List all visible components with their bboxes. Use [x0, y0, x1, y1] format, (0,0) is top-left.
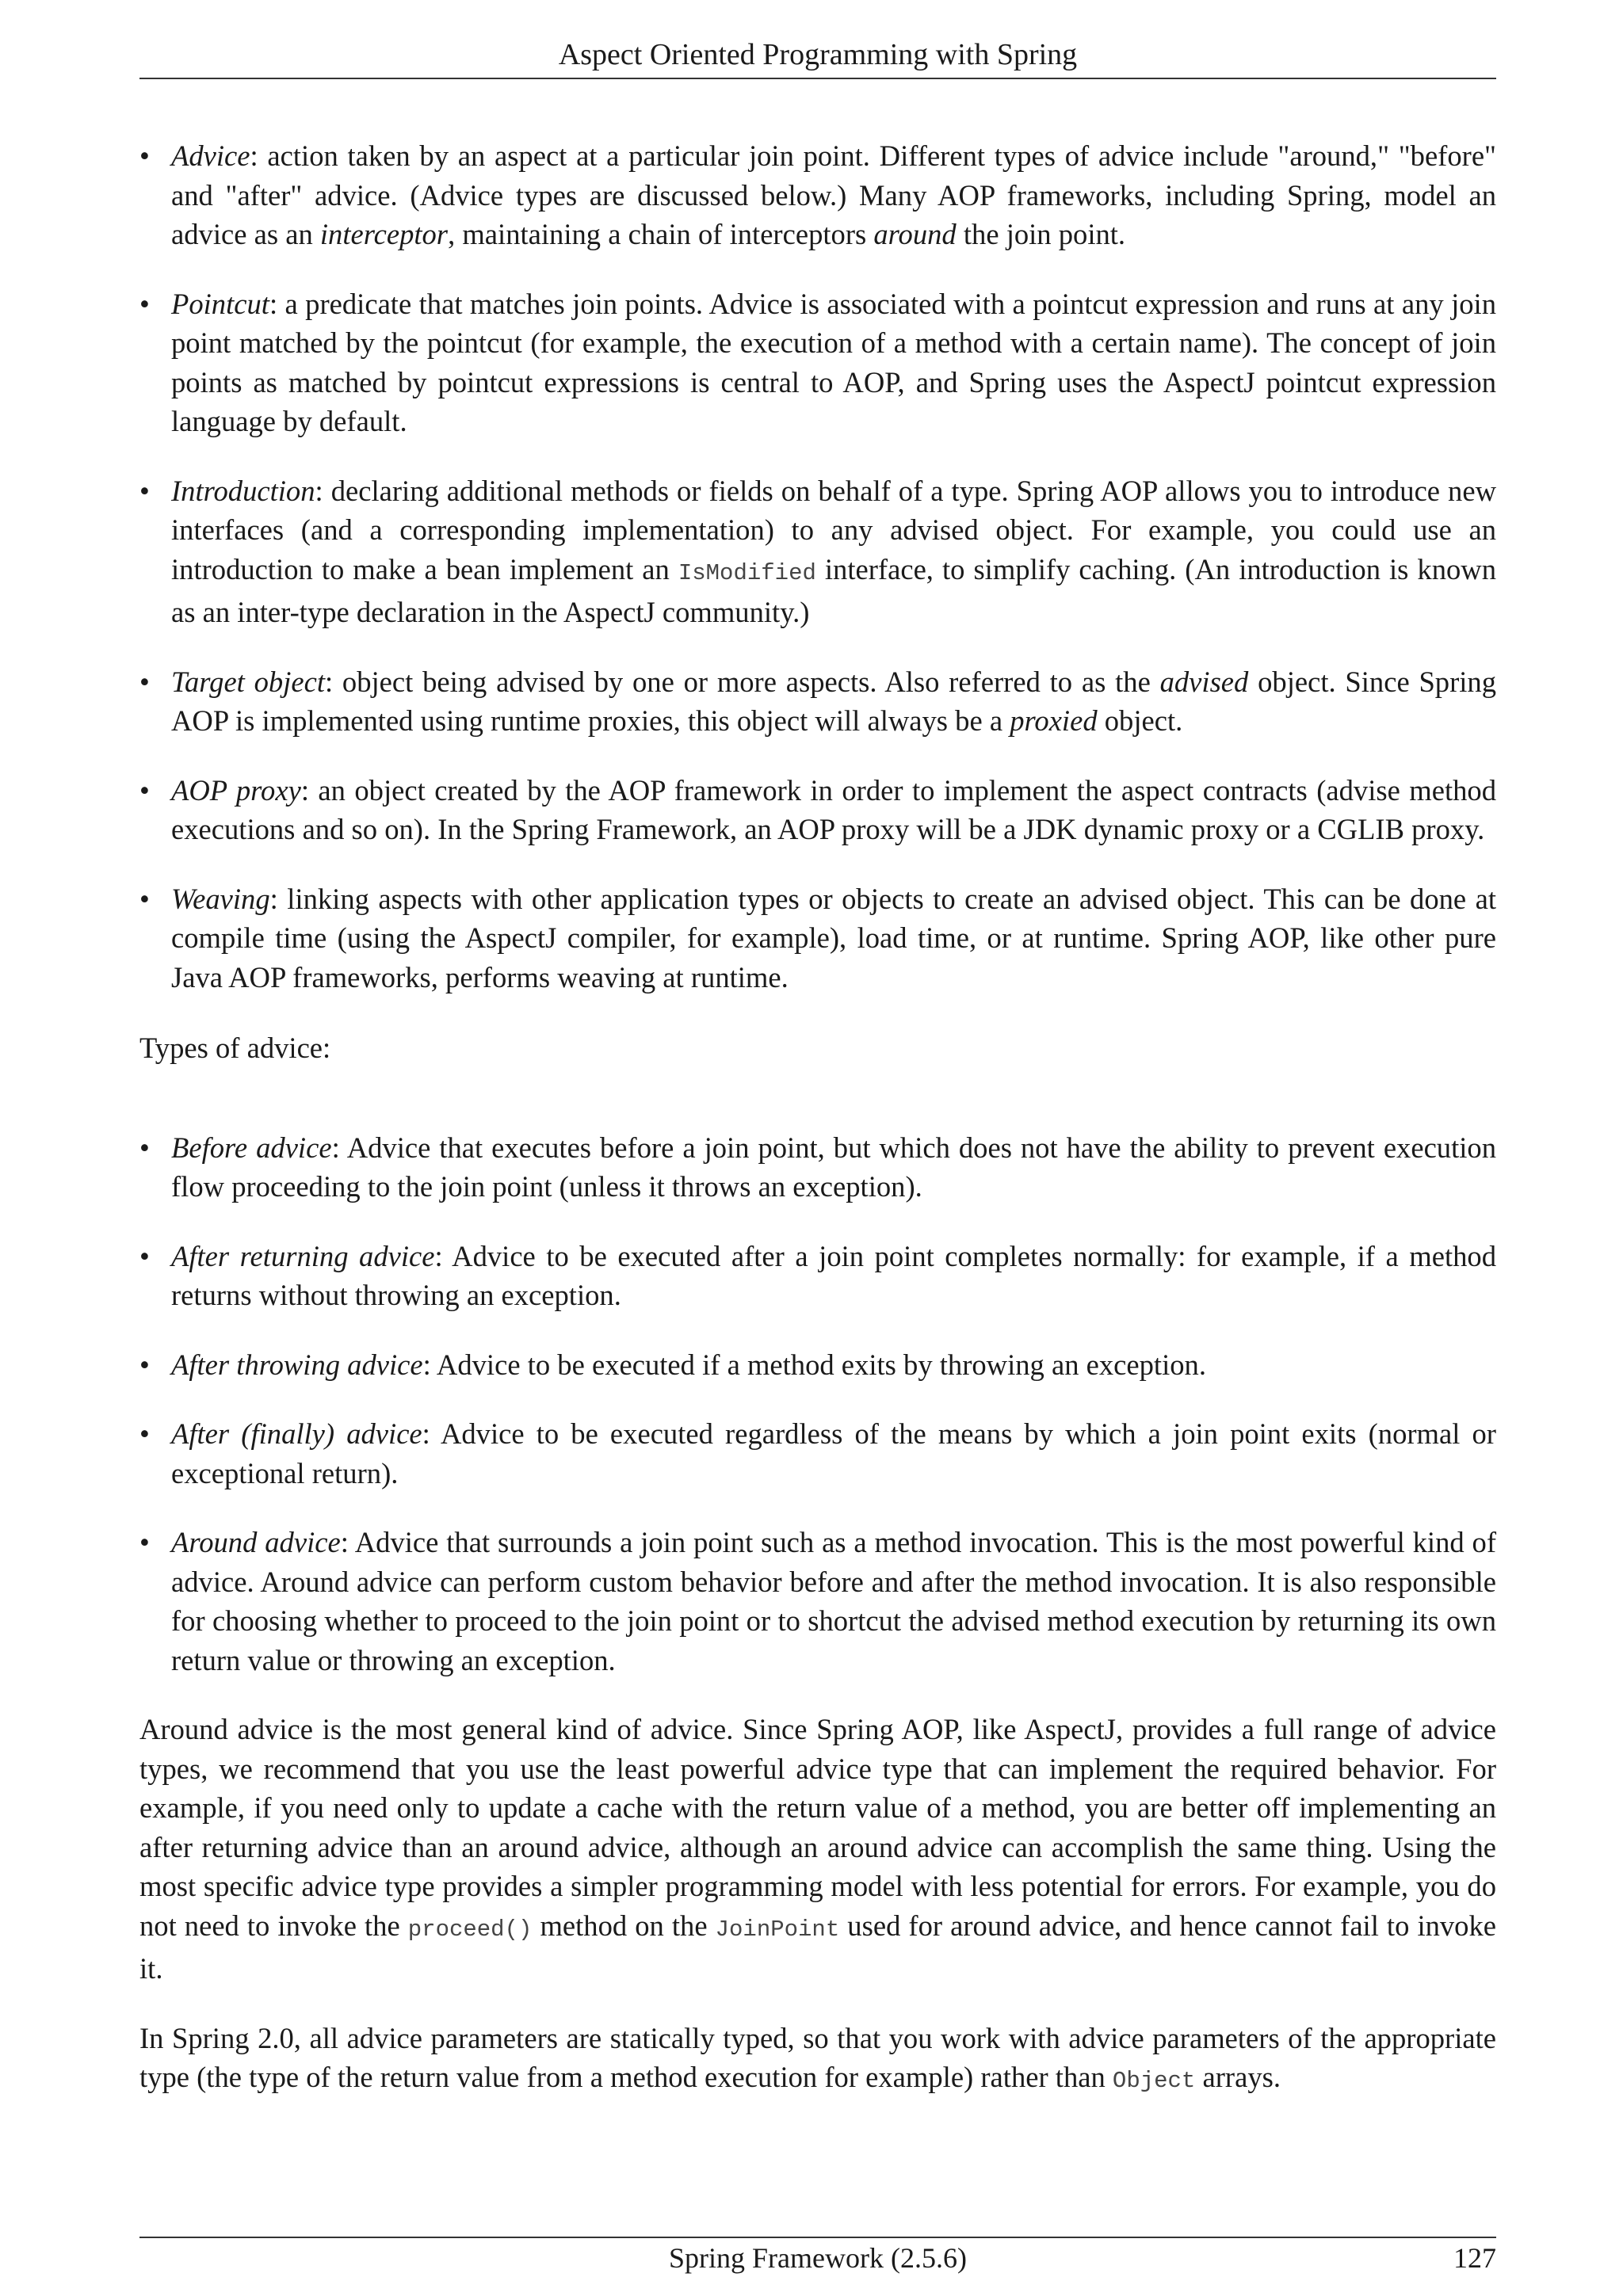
text-run: method on the [532, 1909, 716, 1942]
emphasis-text: interceptor [319, 218, 449, 250]
term: Before advice [171, 1131, 332, 1164]
emphasis-text: around [873, 218, 957, 250]
text-run: Around advice is the most general kind of advice. Since Spring AOP, like AspectJ, provides a full range of advice types, we recommend that you use the least powerful advice type that can implement the required behavior. For example, if you need only to update a cache with the return value of a method, you are better off implementing an after returning advice than an around advice, although an around advice can accomplish the same thing. Using the most specific advice type provides a simpler programming model with less potential for errors. For example, you do not need to invoke the [139, 1713, 1496, 1942]
definition-item [139, 284, 1496, 441]
term: Advice [171, 139, 250, 172]
types-of-advice-label: Types of advice: [139, 1032, 331, 1064]
text-run: : Advice that surrounds a join point such as a method invocation. This is the most powerful kind of advice. Around advice can perform custom behavior before and after the method invocation. It is also responsible for choosing whether to proceed to the join point or to shortcut the advised method execution by returning its own return value or throwing an exception. [171, 1526, 1497, 1676]
text-run: arrays. [1195, 2061, 1281, 2093]
definition-item [139, 1237, 1496, 1315]
term: Around advice [171, 1526, 341, 1558]
term: After (finally) advice [171, 1417, 422, 1450]
term: Introduction [171, 474, 315, 507]
definition-item [139, 471, 1496, 632]
code-literal: Object [1112, 2068, 1196, 2094]
emphasis-text: proxied [1010, 704, 1098, 737]
text-run: object. Since Spring AOP is implemented using runtime proxies, this object will always be a [171, 665, 1497, 737]
term: After throwing advice [171, 1348, 423, 1381]
definition-item [139, 879, 1496, 997]
definition-item [139, 1414, 1496, 1493]
definition-item [139, 136, 1496, 254]
page-number: 127 [1453, 2242, 1496, 2274]
text-run: : Advice to be executed if a method exits by throwing an exception. [422, 1348, 1206, 1381]
definition-item [139, 1128, 1496, 1207]
text-run: object. [1097, 704, 1183, 737]
text-run: : an object created by the AOP framework in order to implement the aspect contracts (advise method executions and so on). In the Spring Framework, an AOP proxy will be a JDK dynamic proxy or a CGLIB proxy. [171, 773, 1496, 845]
footer-divider [139, 2237, 1496, 2238]
aop-concepts-list [139, 136, 1496, 997]
text-run: In Spring 2.0, all advice parameters are statically typed, so that you work with advice parameters of the appropriate type (the type of the return value from a method execution for example) rather than [139, 2021, 1496, 2093]
header-divider [139, 78, 1496, 79]
term: Target object [171, 665, 325, 698]
text-run: : action taken by an aspect at a particular join point. Different types of advice include "around," "before" and "after" advice. (Advice types are discussed below.) Many AOP frameworks, including Spring, model an advice as an [171, 139, 1496, 250]
text-run: interface, to simplify caching. (An introduction is known as an inter-type declaration in the AspectJ community.) [171, 552, 1496, 628]
term: AOP proxy [171, 773, 301, 807]
text-run: : declaring additional methods or fields on behalf of a type. Spring AOP allows you to introduce new interfaces (and a corresponding implementation) to any advised object. For example, you could use an introduction to make a bean implement an [171, 474, 1496, 585]
definition-item [139, 1523, 1496, 1680]
typed-parameters-paragraph [139, 2019, 1496, 2101]
text-run: : Advice to be executed regardless of the means by which a join point exits (normal or exceptional return). [171, 1417, 1496, 1489]
text-run: : Advice that executes before a join point, but which does not have the ability to prevent execution flow proceeding to the join point (unless it throws an exception). [171, 1131, 1497, 1203]
code-literal: JoinPoint [715, 1916, 840, 1943]
text-run: : linking aspects with other application types or objects to create an advised object. This can be done at compile time (using the AspectJ compiler, for example), load time, or at runtime. Spring AOP, like other pure Java AOP frameworks, performs weaving at runtime. [171, 882, 1496, 994]
definition-item [139, 662, 1496, 741]
text-run: the join point. [956, 218, 1126, 250]
term: Pointcut [171, 287, 269, 320]
running-header: Aspect Oriented Programming with Spring [558, 38, 1078, 71]
advice-types-list [139, 1128, 1496, 1680]
text-run: : Advice to be executed after a join point completes normally: for example, if a method returns without throwing an exception. [171, 1239, 1497, 1311]
text-run: used for around advice, and hence cannot fail to invoke it. [139, 1909, 1496, 1985]
text-run: : object being advised by one or more aspects. Also referred to as the [325, 665, 1160, 698]
code-literal: proceed() [407, 1916, 533, 1943]
code-literal: IsModified [678, 559, 816, 586]
footer-title: Spring Framework (2.5.6) [669, 2242, 967, 2274]
text-run: , maintaining a chain of interceptors [448, 218, 874, 250]
definition-item [139, 1345, 1496, 1385]
term: After returning advice [171, 1239, 435, 1272]
text-run: : a predicate that matches join points. Advice is associated with a pointcut expression and runs at any join point matched by the pointcut (for example, the execution of a method with a certain name). The concept of join points as matched by pointcut expressions is central to AOP, and Spring uses the AspectJ pointcut expression language by default. [171, 287, 1496, 437]
emphasis-text: advised [1159, 665, 1249, 698]
term: Weaving [171, 882, 270, 915]
definition-item [139, 771, 1496, 849]
around-advice-paragraph [139, 1710, 1496, 1989]
page-body [139, 136, 1496, 2101]
